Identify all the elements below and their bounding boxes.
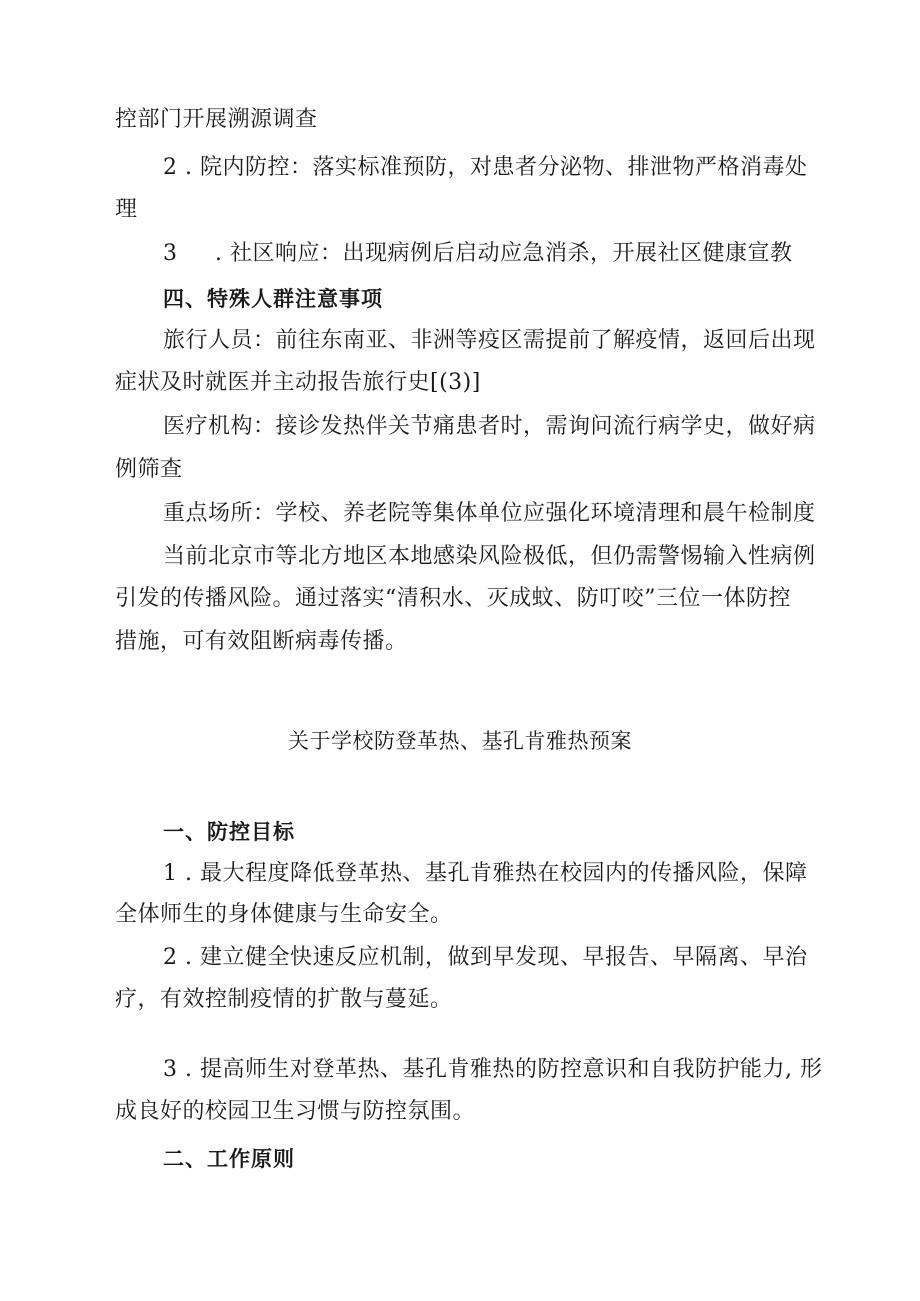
paragraph-line: 控部门开展溯源调查 — [115, 107, 318, 132]
section-heading-4: 四、特殊人群注意事项 — [163, 287, 383, 311]
section-heading-1: 一、防控目标 — [163, 820, 295, 844]
paragraph-line: 旅行人员：前往东南亚、非洲等疫区需提前了解疫情，返回后出现 — [163, 328, 816, 353]
paragraph-line: 疗，有效控制疫情的扩散与蔓延。 — [115, 987, 453, 1012]
paragraph-line: 理 — [115, 197, 138, 222]
paragraph-line: 全体师生的身体健康与生命安全。 — [115, 902, 453, 927]
list-item-3: 3 . 社区响应：出现病例后启动应急消杀，开展社区健康宣教 — [163, 241, 793, 266]
paragraph-line: 医疗机构：接诊发热伴关节痛患者时，需询问流行病学史，做好病 — [163, 414, 816, 439]
list-item-2: 2 . 建立健全快速反应机制，做到早发现、早报告、早隔离、早治 — [163, 945, 808, 970]
paragraph-line: 当前北京市等北方地区本地感染风险极低，但仍需警惕输入性病例 — [163, 544, 816, 569]
paragraph-line: 引发的传播风险。通过落实“清积水、灭成蚊、防叮咬”三位一体防控 — [115, 586, 791, 611]
paragraph-line: 重点场所：学校、养老院等集体单位应强化环境清理和晨午检制度 — [163, 501, 816, 526]
paragraph-line: 症状及时就医并主动报告旅行史[(3)] — [115, 370, 481, 395]
list-item-2: 2 . 院内防控：落实标准预防，对患者分泌物、排泄物严格消毒处 — [163, 155, 808, 180]
paragraph-line: 例筛查 — [115, 457, 183, 482]
list-item-1: 1 . 最大程度降低登革热、基孔肯雅热在校园内的传播风险，保障 — [163, 861, 808, 886]
paragraph-line: 措施，可有效阻断病毒传播。 — [115, 629, 408, 654]
document-title: 关于学校防登革热、基孔肯雅热预案 — [288, 729, 632, 753]
section-heading-2: 二、工作原则 — [163, 1147, 295, 1171]
paragraph-line: 成良好的校园卫生习惯与防控氛围。 — [115, 1099, 476, 1124]
list-item-3: 3 . 提高师生对登革热、基孔肯雅热的防控意识和自我防护能力, 形 — [163, 1057, 823, 1082]
